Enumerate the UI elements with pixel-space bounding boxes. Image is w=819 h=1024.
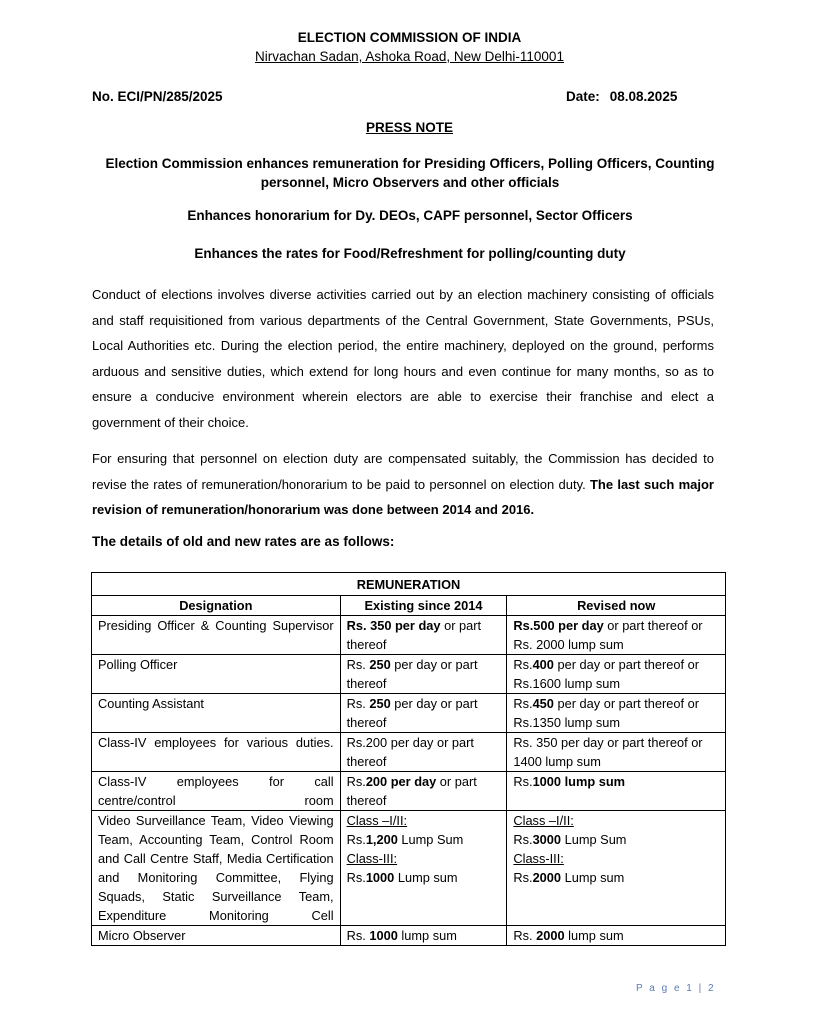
table-title: REMUNERATION [92, 573, 726, 596]
table-header-row [92, 596, 726, 616]
column-header-revised: Revised now [507, 596, 726, 616]
page-number: P a g e 1 | 2 [636, 983, 716, 994]
existing-rate-cell: Rs. 1000 lump sum [340, 926, 507, 946]
revised-rate-cell: Rs.1000 lump sum [507, 772, 726, 811]
remuneration-table [91, 572, 726, 946]
revised-rate-cell: Rs.400 per day or part thereof or Rs.1600 lump sum [507, 655, 726, 694]
revised-rate-cell: Rs. 2000 lump sum [507, 926, 726, 946]
existing-rate-cell: Rs. 250 per day or part thereof [340, 694, 507, 733]
designation-cell: Polling Officer [92, 655, 341, 694]
paragraph-revision [92, 446, 714, 523]
headline-honorarium: Enhances honorarium for Dy. DEOs, CAPF personnel, Sector Officers [187, 208, 633, 223]
table-row [92, 655, 726, 694]
organization-name: ELECTION COMMISSION OF INDIA [297, 30, 522, 45]
existing-rate-cell: Rs. 250 per day or part thereof [340, 655, 507, 694]
table-row [92, 926, 726, 946]
column-header-designation: Designation [92, 596, 341, 616]
designation-cell: Video Surveillance Team, Video Viewing Team, Accounting Team, Control Room and Call Centre Staff, Media Certification and Monitoring Committee, Flying Squads, Static Surveillance Team, Expenditure Monitoring Cell [92, 811, 341, 926]
headline-main: Election Commission enhances remuneration for Presiding Officers, Polling Officers, Counting personnel, Micro Observers and other officials [105, 156, 715, 190]
revised-rate-cell: Rs.450 per day or part thereof or Rs.1350 lump sum [507, 694, 726, 733]
existing-rate-cell: Class –I/II: Rs.1,200 Lump Sum Class-III: Rs.1000 Lump sum [340, 811, 507, 926]
designation-cell: Counting Assistant [92, 694, 341, 733]
details-heading: The details of old and new rates are as follows: [92, 534, 395, 549]
revised-rate-cell: Rs. 350 per day or part thereof or 1400 lump sum [507, 733, 726, 772]
designation-cell: Presiding Officer & Counting Supervisor [92, 616, 341, 655]
paragraph-revision-text: For ensuring that personnel on election duty are compensated suitably, the Commission has decided to revise the rates of remuneration/honorarium to be paid to personnel on election duty. [92, 451, 714, 492]
table-row [92, 694, 726, 733]
press-note-title: PRESS NOTE [365, 120, 454, 135]
revised-rate-cell: Class –I/II: Rs.3000 Lump Sum Class-III: Rs.2000 Lump sum [507, 811, 726, 926]
headline-food-rates: Enhances the rates for Food/Refreshment for polling/counting duty [194, 246, 626, 261]
date-value: 08.08.2025 [609, 89, 678, 104]
table-row [92, 733, 726, 772]
date-label: Date: [566, 89, 600, 104]
designation-cell: Class-IV employees for various duties. [92, 733, 341, 772]
existing-rate-cell: Rs.200 per day or part thereof [340, 772, 507, 811]
column-header-existing: Existing since 2014 [340, 596, 507, 616]
designation-cell: Class-IV employees for call centre/control room [92, 772, 341, 811]
designation-cell: Micro Observer [92, 926, 341, 946]
table-row [92, 811, 726, 926]
table-row [92, 772, 726, 811]
paragraph-revision-bold: The last such major revision of remuneration/honorarium was done between 2014 and 2016. [92, 476, 714, 517]
date-line [566, 89, 677, 104]
reference-number: No. ECI/PN/285/2025 [92, 89, 223, 104]
organization-address: Nirvachan Sadan, Ashoka Road, New Delhi-110001 [255, 49, 564, 64]
revised-rate-cell: Rs.500 per day or part thereof or Rs. 2000 lump sum [507, 616, 726, 655]
existing-rate-cell: Rs.200 per day or part thereof [340, 733, 507, 772]
table-row [92, 616, 726, 655]
paragraph-intro: Conduct of elections involves diverse activities carried out by an election machinery consisting of officials and staff requisitioned from various departments of the Central Government, State Governments, PSUs, Local Authorities etc. During the election period, the entire machinery, deployed on the ground, performs arduous and sensitive duties, which extend for long hours and even continue for many months, so as to ensure a conducive environment wherein electors are able to exercise their franchise and elect a government of their choice. [92, 287, 714, 430]
existing-rate-cell: Rs. 350 per day or part thereof [340, 616, 507, 655]
table-title-row [92, 573, 726, 596]
